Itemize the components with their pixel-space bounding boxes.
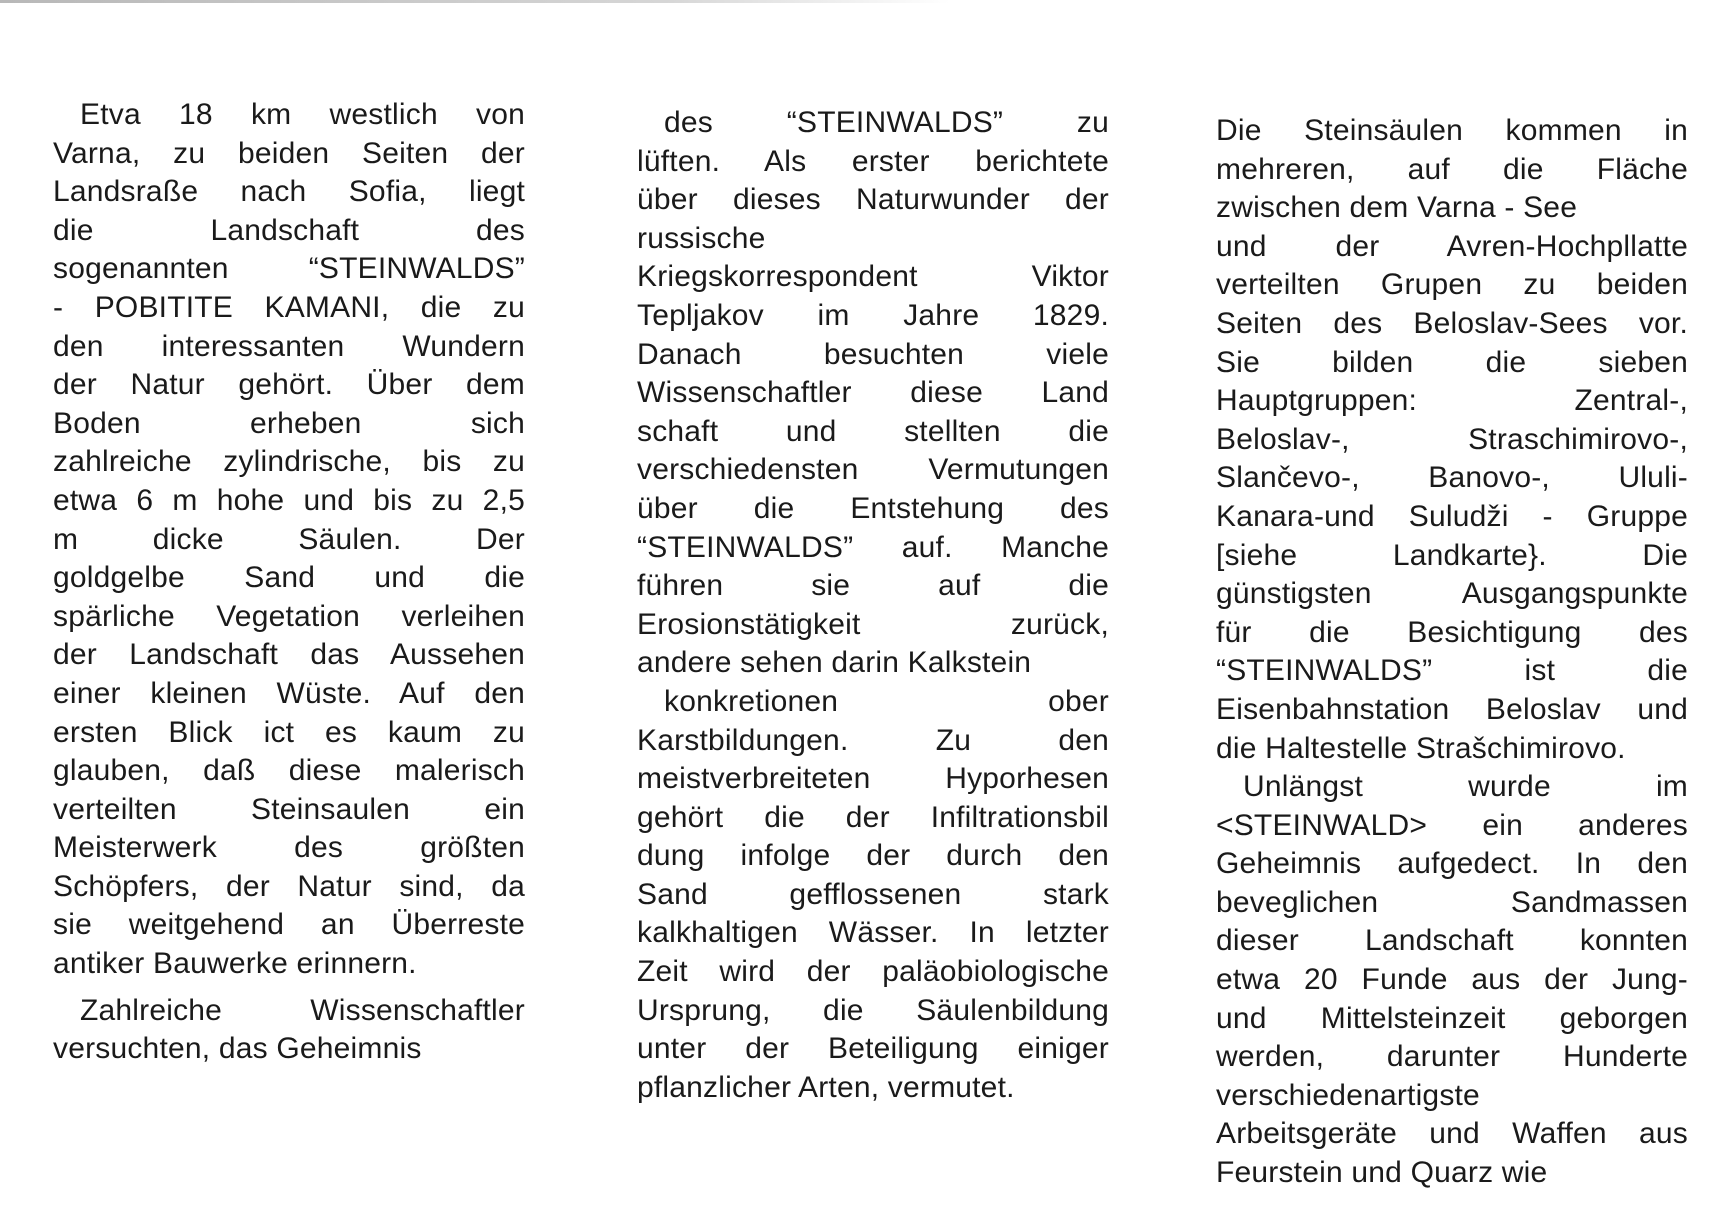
text-line: Sie bilden die sieben [1216, 345, 1688, 379]
text-line: andere sehen darin Kalkstein [637, 646, 1032, 680]
text-line: die Landschaft des [53, 213, 525, 247]
text-line: Tepljakov im Jahre 1829. [637, 298, 1109, 332]
text-line: Landsraße nach Sofia, liegt [53, 175, 525, 209]
text-line: Geheimnis aufgedect. In den [1216, 847, 1688, 881]
text-line: Danach besuchten viele [637, 337, 1109, 371]
text-line: spärliche Vegetation verleihen [53, 599, 525, 633]
text-line: Erosionstätigkeit zurück, [637, 607, 1109, 641]
text-line: verschiedensten Vermutungen [637, 453, 1109, 487]
text-line: verschiedenartigste [1216, 1078, 1480, 1112]
paragraph [637, 104, 1109, 1107]
text-line: <STEINWALD> ein anderes [1216, 808, 1688, 842]
text-line: ersten Blick ict es kaum zu [53, 715, 525, 749]
text-line: verteilten Steinsaulen ein [53, 792, 525, 826]
paragraph [1216, 112, 1688, 768]
text-line: Eisenbahnstation Beloslav und [1216, 692, 1688, 726]
paragraph [53, 992, 525, 1069]
text-line: Die Steinsäulen kommen in [1216, 114, 1688, 147]
text-line: zwischen dem Varna - See [1216, 191, 1578, 225]
text-line: über die Entstehung des [637, 491, 1109, 525]
text-line: etwa 20 Funde aus der Jung- [1216, 963, 1688, 997]
text-line: Karstbildungen. Zu den [637, 723, 1109, 757]
text-line: Meisterwerk des größten [53, 831, 525, 865]
text-line: Kanara-und Suludži - Gruppe [1216, 499, 1688, 533]
text-line: Unlängst wurde im [1243, 770, 1688, 804]
text-line: Slančevo-, Banovo-, Ululi- [1216, 461, 1688, 495]
text-line: dung infolge der durch den [637, 839, 1109, 873]
text-line: zahlreiche zylindrische, bis zu [53, 445, 525, 479]
text-line: dieser Landschaft konnten [1216, 924, 1688, 958]
text-line: und Mittelsteinzeit geborgen [1216, 1001, 1688, 1035]
text-line: lüften. Als erster berichtete [637, 144, 1109, 178]
text-line: sie weitgehend an Überreste [53, 908, 525, 942]
text-line: führen sie auf die [637, 569, 1109, 603]
text-line: [siehe Landkarte}. Die [1216, 538, 1688, 572]
text-line: Zeit wird der paläobiologische [637, 955, 1109, 989]
text-line: über dieses Naturwunder der [637, 183, 1109, 217]
text-line: Sand gefflossenen stark [637, 877, 1109, 911]
text-line: goldgelbe Sand und die [53, 561, 525, 595]
text-line: - POBITITE KAMANI, die zu [53, 290, 525, 324]
text-column-1 [53, 96, 525, 1069]
text-line: Kriegskorrespondent Viktor [637, 260, 1109, 294]
text-column-3 [1216, 112, 1688, 1193]
text-line: Feurstein und Quarz wie [1216, 1156, 1548, 1190]
text-line: der Landschaft das Aussehen [53, 638, 525, 672]
text-line: kalkhaltigen Wässer. In letzter [637, 916, 1109, 950]
text-line: Ursprung, die Säulenbildung [637, 993, 1109, 1027]
text-line: unter der Beteiligung einiger [637, 1032, 1109, 1066]
text-line: des “STEINWALDS” zu [664, 106, 1109, 139]
paragraph [1216, 768, 1688, 1193]
text-line: Etva 18 km westlich von [80, 98, 525, 131]
text-line: den interessanten Wundern [53, 329, 525, 363]
text-line: glauben, daß diese malerisch [53, 754, 525, 788]
text-line: sogenannten “STEINWALDS” [53, 252, 525, 286]
text-line: Arbeitsgeräte und Waffen aus [1216, 1117, 1688, 1151]
text-line: schaft und stellten die [637, 414, 1109, 448]
text-line: pflanzlicher Arten, vermutet. [637, 1070, 1015, 1104]
text-line: “STEINWALDS” ist die [1216, 654, 1688, 688]
text-line: Beloslav-, Straschimirovo-, [1216, 422, 1688, 456]
text-line: mehreren, auf die Fläche [1216, 152, 1688, 186]
text-line: antiker Bauwerke erinnern. [53, 947, 417, 981]
text-line: Boden erheben sich [53, 406, 525, 440]
top-edge-rule [0, 0, 950, 3]
text-line: der Natur gehört. Über dem [53, 368, 525, 402]
text-line: Varna, zu beiden Seiten der [53, 136, 525, 170]
text-line: m dicke Säulen. Der [53, 522, 525, 556]
text-column-2 [637, 104, 1109, 1107]
text-line: “STEINWALDS” auf. Manche [637, 530, 1109, 564]
text-line: konkretionen ober [664, 684, 1109, 718]
text-line: versuchten, das Geheimnis [53, 1032, 422, 1066]
text-line: beveglichen Sandmassen [1216, 885, 1688, 919]
text-line: meistverbreiteten Hyporhesen [637, 762, 1109, 796]
text-line: verteilten Grupen zu beiden [1216, 268, 1688, 302]
text-line: werden, darunter Hunderte [1216, 1040, 1688, 1074]
text-line: einer kleinen Wüste. Auf den [53, 676, 525, 710]
text-line: etwa 6 m hohe und bis zu 2,5 [53, 483, 525, 517]
text-line: für die Besichtigung des [1216, 615, 1688, 649]
text-line: russische [637, 221, 766, 255]
text-line: gehört die der Infiltrationsbil [637, 800, 1109, 834]
text-line: Hauptgruppen: Zentral-, [1216, 384, 1688, 418]
text-line: die Haltestelle Strašchimirovo. [1216, 731, 1626, 765]
text-line: günstigsten Ausgangspunkte [1216, 577, 1688, 611]
paragraph [53, 96, 525, 984]
text-line: Zahlreiche Wissenschaftler [80, 993, 525, 1027]
text-line: Schöpfers, der Natur sind, da [53, 869, 525, 903]
text-line: und der Avren-Hochpllatte [1216, 229, 1688, 263]
text-line: Wissenschaftler diese Land [637, 376, 1109, 410]
text-line: Seiten des Beloslav-Sees vor. [1216, 306, 1688, 340]
